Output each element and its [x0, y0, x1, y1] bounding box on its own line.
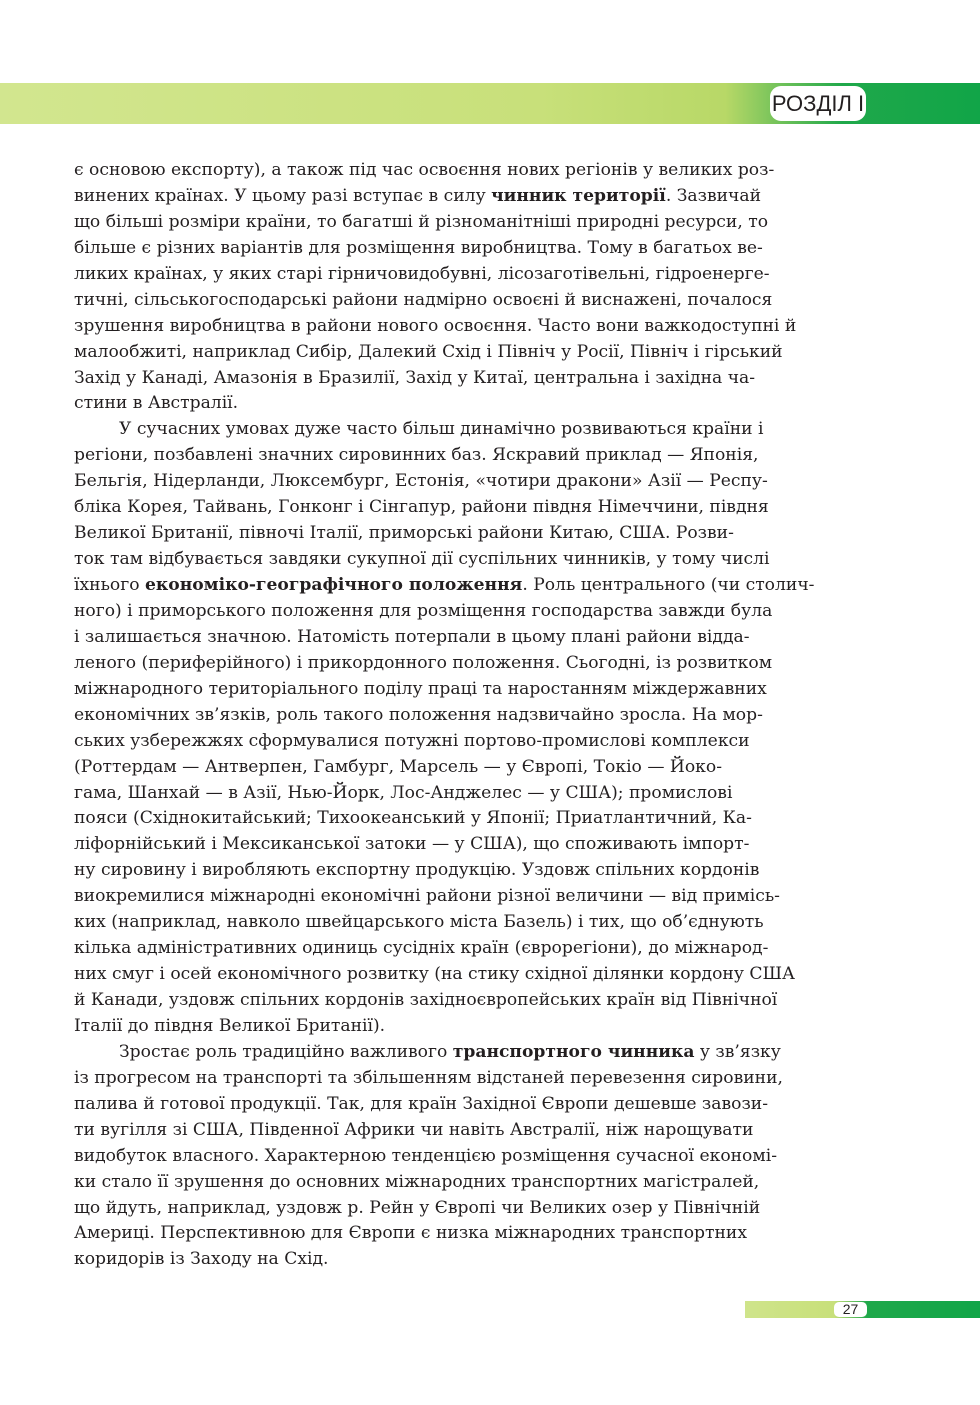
- text-run: , приморські райони: [357, 523, 550, 544]
- text-line: [74, 599, 867, 625]
- text-run: зрушення виробництва в райони нового освоєння. Часто вони важкодоступні й: [74, 315, 797, 336]
- text-run: , центральна і західна ча-: [522, 367, 756, 388]
- text-line: [74, 625, 867, 651]
- place-name: Великої Британії: [74, 523, 229, 544]
- place-name: Італії: [309, 523, 358, 544]
- place-name: Австралії: [147, 393, 233, 414]
- text-run: , райони півдня: [450, 497, 598, 518]
- text-run: , півдня: [698, 497, 769, 518]
- text-line: [74, 547, 867, 573]
- text-run: , Захід у: [394, 367, 474, 388]
- place-name: Мексиканської затоки: [222, 834, 427, 855]
- text-run: них смуг і осей економічного розвитку (на стику східної ділянки кордону США: [74, 964, 796, 985]
- text-run: , півночі: [228, 523, 310, 544]
- text-line: [74, 495, 867, 521]
- page-number: 27: [834, 1302, 867, 1317]
- text-run: ки стало її зрушення до основних міжнародних транспортних магістралей,: [74, 1171, 760, 1192]
- place-name: Японія,: [689, 445, 759, 466]
- text-run: що йдуть, наприклад, уздовж: [74, 1197, 348, 1218]
- paragraph: [74, 1040, 867, 1273]
- place-name: Бельгія, Нідерланди, Люксембург, Естонія: [74, 471, 465, 492]
- place-name: Токіо — Йоко-: [593, 756, 723, 777]
- text-line: [74, 1247, 867, 1273]
- text-run: ських узбережжях сформувалися потужні портово-промислові комплекси: [74, 730, 750, 751]
- text-line: [74, 391, 867, 417]
- text-run: є основою експорту), а також під час освоєння нових регіонів у великих роз-: [74, 160, 775, 180]
- text-run: Зростає роль традиційно важливого: [119, 1041, 453, 1062]
- text-line: [74, 677, 867, 703]
- text-line: [74, 521, 867, 547]
- text-run: . Зазвичай: [665, 185, 762, 206]
- text-run: палива й готової продукції. Так, для країн Західної Європи дешевше завози-: [74, 1093, 769, 1114]
- text-line: [74, 936, 867, 962]
- text-run: — у США); промислові: [521, 782, 733, 803]
- text-line: [74, 832, 867, 858]
- text-run: у Європі чи: [413, 1197, 530, 1218]
- place-name: Роттердам — Антверпен, Гамбург, Марсель: [80, 756, 479, 777]
- text-run: їхнього: [74, 575, 145, 595]
- text-run: у Північній: [652, 1197, 761, 1218]
- text-line: [74, 236, 867, 262]
- text-line: [74, 184, 867, 210]
- text-line: [74, 729, 867, 755]
- place-name: р. Рейн: [347, 1197, 414, 1218]
- text-run: ного) і приморського положення для розміщення господарства завжди була: [74, 600, 773, 621]
- text-run: , Північ і гірський: [619, 341, 783, 362]
- text-line: [74, 1196, 867, 1222]
- text-line: [74, 314, 867, 340]
- text-line: [74, 288, 867, 314]
- text-run: малообжиті, наприклад Сибір, Далекий Схід і Північ у: [74, 341, 577, 362]
- text-run: — у Європі,: [478, 756, 594, 777]
- text-line: [74, 443, 867, 469]
- key-term: економіко-географічного положення: [144, 575, 523, 595]
- text-run: Італії до півдня Великої Британії).: [74, 1015, 386, 1036]
- text-line: [74, 1092, 867, 1118]
- text-run: у зв’язку: [694, 1041, 781, 1062]
- text-run: із прогресом на транспорті та збільшенням відстаней перевезення сировини,: [74, 1067, 783, 1088]
- place-name: Тихоокеанський: [317, 808, 466, 829]
- text-run: регіони, позбавлені значних сировинних баз. Яскравий приклад —: [74, 445, 690, 466]
- text-run: й Канади, уздовж спільних кордонів західноєвропейських країн від Північної: [74, 990, 778, 1010]
- text-run: , «чотири дракони» Азії —: [464, 471, 710, 492]
- text-run: .: [232, 393, 239, 414]
- place-name: Бразилії: [318, 367, 395, 388]
- place-name: Приатлантичний, Ка-: [555, 808, 752, 829]
- text-line: [74, 210, 867, 236]
- text-run: міжнародного територіального поділу праці та наростанням міждержавних: [74, 678, 767, 699]
- text-run: і: [352, 497, 370, 518]
- text-line: [74, 1118, 867, 1144]
- paragraph: [74, 417, 867, 1040]
- text-run: Америці. Перспективною для Європи є низка міжнародних транспортних: [74, 1223, 748, 1244]
- place-name: Респу-: [709, 471, 768, 492]
- paragraph: [74, 158, 867, 417]
- place-name: Східнокитайський: [139, 808, 307, 829]
- text-run: , Амазонія в: [202, 367, 319, 388]
- text-run: стини в: [74, 393, 148, 414]
- place-name: Канаді: [141, 367, 203, 388]
- text-line: [74, 340, 867, 366]
- text-run: ну сировину і виробляють експортну продукцію. Уздовж спільних кордонів: [74, 860, 760, 881]
- text-line: [74, 417, 867, 443]
- place-name: бліка Корея, Тайвань, Гонконг: [74, 497, 353, 518]
- text-run: . Розви-: [664, 523, 734, 544]
- text-run: тичні, сільськогосподарські райони надмірно освоєні й виснажені, почалося: [74, 289, 773, 310]
- text-line: [74, 1221, 867, 1247]
- text-line: [74, 469, 867, 495]
- text-line: [74, 158, 867, 184]
- body-text: [74, 158, 867, 1273]
- text-line: [74, 806, 867, 832]
- key-term: чинник території: [491, 185, 666, 206]
- text-line: [74, 858, 867, 884]
- text-run: пояси (: [74, 808, 140, 829]
- text-run: У сучасних умовах дуже часто більш динамічно розвиваються країни і: [119, 419, 764, 440]
- text-line: [74, 781, 867, 807]
- text-run: ) і тих, що об’єднують: [565, 912, 764, 933]
- text-run: кілька адміністративних одиниць сусідніх країн (єврорегіони), до міжнарод-: [74, 938, 769, 959]
- text-line: [74, 755, 867, 781]
- text-run: ток там відбувається завдяки сукупної дії суспільних чинників, у тому числі: [74, 549, 770, 570]
- text-line: [74, 884, 867, 910]
- text-run: . Роль центрального (чи столич-: [522, 575, 815, 595]
- place-name: Сінгапур: [369, 497, 451, 518]
- text-run: ти вугілля зі США, Південної Африки чи навіть Австралії, ніж нарощувати: [74, 1119, 754, 1140]
- text-run: ликих країнах, у яких старі гірничовидобувні, лісозаготівельні, гідроенерге-: [74, 263, 770, 284]
- text-run: що більші розміри країни, то багатші й різноманітніші природні ресурси, то: [74, 211, 769, 232]
- place-name: Великих озер: [529, 1197, 653, 1218]
- text-run: Захід у: [74, 367, 142, 388]
- text-run: — в Азії,: [200, 782, 288, 803]
- text-line: [74, 262, 867, 288]
- text-line: [74, 1144, 867, 1170]
- text-run: (: [74, 756, 81, 777]
- text-line: [74, 366, 867, 392]
- text-run: винених країнах. У цьому разі вступає в силу: [74, 185, 492, 206]
- text-run: і: [205, 834, 223, 855]
- place-name: Китаю, США: [549, 523, 665, 544]
- text-run: у Японії;: [465, 808, 556, 829]
- text-run: леного (периферійного) і прикордонного положення. Сьогодні, із розвитком: [74, 652, 773, 673]
- text-run: ких (наприклад, навколо швейцарського міста: [74, 912, 504, 933]
- text-run: ;: [306, 808, 318, 829]
- text-run: виокремилися міжнародні економічні райони різної величини — від примісь-: [74, 886, 780, 907]
- key-term: транспортного чинника: [452, 1041, 695, 1062]
- text-line: [74, 703, 867, 729]
- place-name: Росії: [576, 341, 620, 362]
- text-run: видобуток власного. Характерною тенденцією розміщення сучасної економі-: [74, 1145, 777, 1166]
- text-run: більше є різних варіантів для розміщення виробництва. Тому в багатьох ве-: [74, 237, 763, 258]
- place-name: Китаї: [473, 367, 523, 388]
- text-run: і залишається значною. Натомість потерпали в цьому плані райони відда-: [74, 626, 750, 647]
- place-name: Нью-Йорк, Лос-Анджелес: [287, 782, 522, 803]
- text-line: [74, 1170, 867, 1196]
- place-name: Базель: [503, 912, 566, 933]
- text-line: [74, 573, 867, 599]
- place-name: гама, Шанхай: [74, 782, 201, 803]
- text-line: [74, 651, 867, 677]
- text-run: економічних зв’язків, роль такого положення надзвичайно зросла. На мор-: [74, 704, 763, 725]
- text-line: [74, 1066, 867, 1092]
- text-line: [74, 910, 867, 936]
- place-name: ліфорнійський: [74, 834, 206, 855]
- place-name: Німеччини: [597, 497, 699, 518]
- text-run: коридорів із Заходу на Схід.: [74, 1249, 329, 1270]
- text-line: [74, 1040, 867, 1066]
- text-run: — у США), що споживають імпорт-: [426, 834, 750, 855]
- section-label: РОЗДІЛ І: [770, 86, 866, 121]
- text-line: [74, 962, 867, 988]
- text-line: [74, 988, 867, 1014]
- text-line: [74, 1014, 867, 1040]
